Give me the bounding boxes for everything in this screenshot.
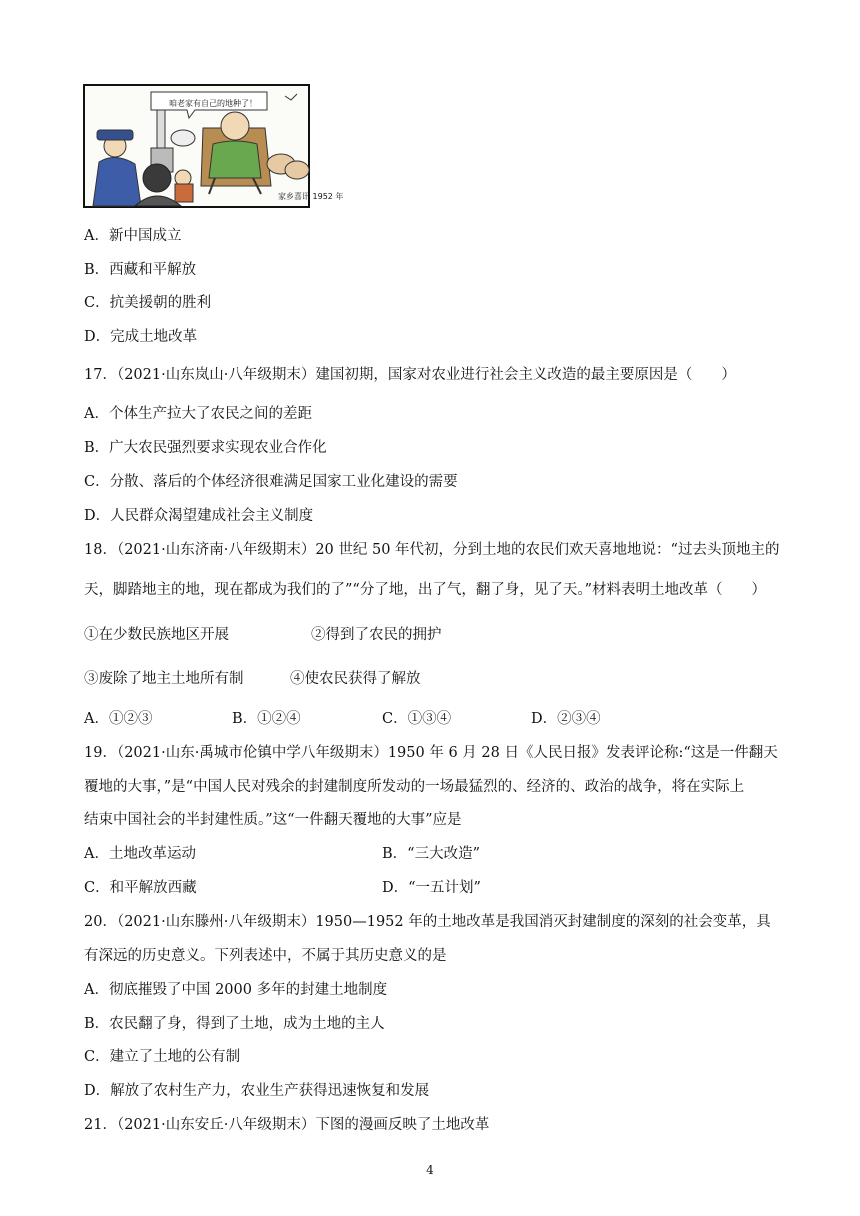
q18-option-c: C．①③④ — [382, 711, 452, 727]
cartoon-caption: 家乡喜讯 1952 年 — [278, 192, 344, 201]
q18-stem-line2: 天，脚踏地主的地，现在都成为我们的了”“分了地，出了气，翻了身，见了天。”材料表明土地改革（ ） — [84, 582, 766, 598]
q19-stem-line3: 结束中国社会的半封建性质。”这“一件翻天覆地的大事”应是 — [84, 812, 462, 828]
q19-option-a: A．土地改革运动 — [84, 846, 196, 862]
q19-stem-line2: 覆地的大事，”是“中国人民对残余的封建制度所发动的一场最猛烈的、经济的、政治的战争，将在实际上 — [84, 779, 745, 795]
q16-option-c: C．抗美援朝的胜利 — [84, 295, 212, 311]
q17-option-d: D．人民群众渴望建成社会主义制度 — [84, 508, 314, 524]
cartoon-image — [83, 84, 344, 208]
speech-bubble-text: 咱老家有自己的地种了！ — [169, 99, 257, 108]
q18-item-4: ④使农民获得了解放 — [290, 671, 421, 687]
speech-bubble — [145, 92, 265, 114]
q20-option-d: D．解放了农村生产力，农业生产获得迅速恢复和发展 — [84, 1083, 430, 1099]
q16-option-a: A．新中国成立 — [84, 228, 182, 244]
q17-option-b: B．广大农民强烈要求实现农业合作化 — [84, 440, 327, 456]
q17-option-a: A．个体生产拉大了农民之间的差距 — [84, 406, 312, 422]
q21-stem: 21．（2021·山东安丘·八年级期末）下图的漫画反映了土地改革 — [84, 1117, 490, 1133]
q20-option-b: B．农民翻了身，得到了土地，成为土地的主人 — [84, 1016, 385, 1032]
q18-option-d: D．②③④ — [531, 711, 601, 727]
q19-option-c: C．和平解放西藏 — [84, 880, 197, 896]
q18-stem-line1: 18．（2021·山东济南·八年级期末）20 世纪 50 年代初，分到土地的农民们欢天喜地地说：“过去头顶地主的 — [84, 542, 780, 558]
q18-item-2: ②得到了农民的拥护 — [311, 627, 442, 643]
q16-option-d: D．完成土地改革 — [84, 329, 198, 345]
page-number: 4 — [426, 1163, 434, 1177]
q19-option-d: D．“一五计划” — [382, 880, 481, 896]
q19-stem-line1: 19．（2021·山东·禹城市伦镇中学八年级期末）1950 年 6 月 28 日《人民日报》发表评论称:“这是一件翻天 — [84, 745, 778, 761]
q17-stem: 17．（2021·山东岚山·八年级期末）建国初期，国家对农业进行社会主义改造的最主要原因是（ ） — [84, 367, 736, 383]
q20-stem-line2: 有深远的历史意义。下列表述中，不属于其历史意义的是 — [84, 948, 447, 964]
q20-option-a: A．彻底摧毁了中国 2000 多年的封建土地制度 — [84, 982, 388, 998]
q20-stem-line1: 20．（2021·山东滕州·八年级期末）1950—1952 年的土地改革是我国消灭封建制度的深刻的社会变革，具 — [84, 914, 771, 930]
q18-option-b: B．①②④ — [232, 711, 301, 727]
q18-item-3: ③废除了地主土地所有制 — [84, 671, 244, 687]
q16-option-b: B．西藏和平解放 — [84, 262, 197, 278]
q18-item-1: ①在少数民族地区开展 — [84, 627, 229, 643]
q20-option-c: C．建立了土地的公有制 — [84, 1049, 241, 1065]
q18-option-a: A．①②③ — [84, 711, 153, 727]
q19-option-b: B．“三大改造” — [382, 846, 480, 862]
q17-option-c: C．分散、落后的个体经济很难满足国家工业化建设的需要 — [84, 474, 458, 490]
